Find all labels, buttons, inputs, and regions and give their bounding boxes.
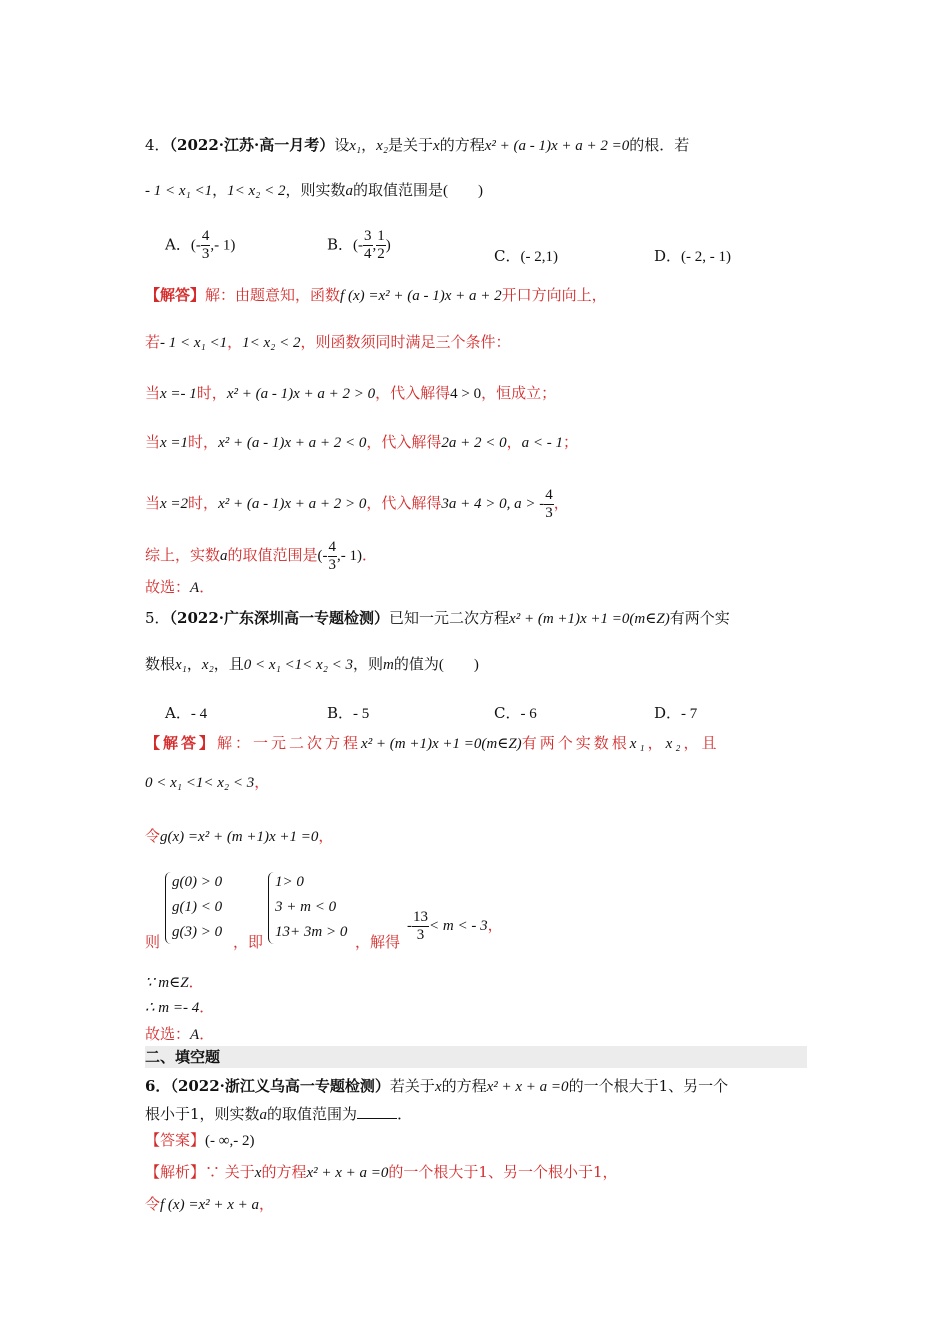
text: 的一个根大于1、另一个 [568,1077,729,1095]
answer-4-line-3 [145,383,556,404]
text: ，则实数 [285,181,346,199]
answer-4-line-7 [145,577,214,598]
math: x =- 1 [160,386,197,402]
answer-tag: 【答案】 [145,1131,206,1149]
option-label: D． [654,247,682,265]
math-x2: x₂ [665,736,684,752]
math: - [407,918,412,934]
math-x: x [254,1165,262,1181]
section-header: 二、填空题 [145,1046,807,1068]
math-x: x [434,1079,442,1095]
option-b [327,702,369,723]
text: ． [199,1025,215,1043]
math: ,- 1) [210,237,236,254]
answer-5-line-7 [145,1024,214,1045]
text: 的取值范围是 [353,181,444,199]
math: x =1 [160,435,189,451]
text: ， [227,333,243,351]
text: ； [563,433,579,451]
inequality: 1> 0 [275,874,304,890]
option-d [654,245,731,266]
math: (- [353,237,364,254]
math-equation: f (x) =x² + (a - 1)x + a + 2 [340,288,502,304]
math-equation: f (x) =x² + x + a [160,1197,260,1213]
text: ， [186,655,202,673]
text: 的取值范围为 [267,1105,358,1123]
math-equation: x² + x + a =0 [306,1165,389,1181]
fraction-denominator: 4 [364,246,372,262]
text: ， [506,433,522,451]
answer-blank: ( ) [438,657,479,673]
option-c [494,245,558,266]
question-number: 4． [145,136,170,154]
text: ， [361,136,377,154]
option-label: D． [654,704,682,722]
text: 令 [145,827,161,845]
question-source: （2022·浙江义乌高一专题检测） [170,1077,390,1095]
math: < m < - 3 [429,918,488,934]
answer-5-then-label: 则 [145,933,161,951]
question-4-line-2 [145,180,483,201]
math-m: m [383,657,394,673]
text: ， [553,494,569,512]
option-label: B． [327,704,354,722]
math-x2: x₂ [376,138,389,154]
text: 若 [145,333,161,351]
text: ，代入解得 [366,433,442,451]
text: 开口方向向上， [501,286,607,304]
text: ，且 [213,655,244,673]
option-d [654,702,697,723]
answer-4-line-1 [145,285,607,306]
math-condition: 1< x₂ < 2 [227,183,286,199]
math: a < - 1 [521,435,564,451]
text: 的根．若 [629,136,690,154]
math: ,- 1) [337,548,363,564]
option-a [165,702,207,723]
text: ． [188,973,204,991]
text: 时， [188,494,219,512]
math-equation: x² + x + a =0 [486,1079,569,1095]
answer-4-line-5 [145,484,569,523]
math-x1: x₁ [175,657,187,673]
text: ． [199,578,215,596]
answer-tag: 【解答】 [145,734,218,752]
fraction-numerator: 1 [377,228,385,244]
option-c [494,702,537,723]
text: 根小于1，则实数 [145,1105,260,1123]
fraction-denominator: 3 [201,246,210,262]
answer-5-line-5 [145,972,204,993]
text: ， [647,734,666,752]
math-equation: x² + (m +1)x +1 =0(m∈Z) [361,736,522,752]
answer-4-line-6 [145,536,377,575]
answer-5-line-6 [145,997,214,1018]
text: ∵ 关于 [205,1163,255,1181]
text: 的一个根大于1、另一个根小于1， [388,1163,618,1181]
answer-5-line-3 [145,826,333,847]
math: (- [190,237,201,254]
text: 若关于 [389,1077,435,1095]
text: 当 [145,384,161,402]
math-condition: 1< x₂ < 2 [242,335,301,351]
option-a [165,228,235,263]
text: 故选： [145,1025,191,1043]
text: ， [318,827,334,845]
option-label: B． [327,235,354,254]
math: - 5 [353,706,370,722]
option-label: C． [494,704,521,722]
question-source: （2022·江苏·高一月考） [169,136,335,154]
inequality: 3 + m < 0 [275,899,337,915]
text: 当 [145,494,161,512]
left-brace [268,872,275,944]
math-a: a [345,183,354,199]
math: x =2 [160,496,189,512]
text: ，恒成立； [481,384,557,402]
math: A [190,1027,200,1043]
question-4-line-1 [145,135,689,156]
text: 有两个实数根 [521,734,630,752]
text: 是关于 [388,136,434,154]
math: ) [385,237,391,254]
inequality-system-1 [172,870,222,945]
math-x2: x₂ [201,657,214,673]
answer-blank: ( ) [443,183,484,199]
text: 解：由题意知，函数 [205,286,341,304]
math: A [190,580,200,596]
math-x1: x₁ [349,138,362,154]
fraction-numerator: 4 [201,228,210,244]
inequality: g(0) > 0 [172,874,223,890]
text: ． [397,1105,413,1123]
text: 的取值范围是 [227,546,318,564]
option-b [327,228,391,263]
question-6-answer [145,1130,254,1151]
text: ，代入解得 [366,494,442,512]
math-condition: - 1 < x₁ <1 [145,183,213,199]
text: 故选： [145,578,191,596]
answer-5-line-2 [145,772,269,793]
fraction-numerator: 3 [364,228,372,244]
question-6-line-2 [145,1104,412,1125]
fraction-numerator: 4 [328,538,337,555]
math-a: a [220,548,228,564]
math: 4 > 0 [450,386,482,402]
math: - 6 [520,706,537,722]
math: (- 2,1) [520,249,558,265]
inequality: g(1) < 0 [172,899,223,915]
math: 3a + 4 > 0, a > - [441,496,545,512]
math-condition: 0 < x₁ <1< x₂ < 3 [145,775,255,791]
math: (- 2, - 1) [681,249,732,265]
fraction-numerator: 13 [413,908,428,925]
analysis-tag: 【解析】 [145,1163,206,1181]
text: ， [212,181,228,199]
text: ，则 [353,655,384,673]
math-equation: g(x) =x² + (m +1)x +1 =0 [160,829,319,845]
text: 有两个实 [669,609,730,627]
answer-4-line-4 [145,432,578,453]
question-number: 5． [145,609,170,627]
text: 综上，实数 [145,546,221,564]
fraction-denominator: 3 [545,504,553,521]
question-5-line-2 [145,654,479,675]
answer-5-line-1 [145,733,719,754]
text: 令 [145,1195,161,1213]
math: (- [317,548,328,564]
text: 的值为 [393,655,439,673]
answer-blank [357,1104,397,1119]
option-label: C． [494,247,521,265]
math-x1: x₁ [629,736,648,752]
math: (- ∞,- 2) [205,1133,255,1149]
text: ，即 [233,933,264,951]
text: 时， [188,433,219,451]
math-x: x [433,138,440,154]
math-equation: x² + (a - 1)x + a + 2 > 0 [218,496,367,512]
inequality: g(3) > 0 [172,924,223,940]
text: 数根 [145,655,176,673]
math-condition: - 1 < x₁ <1 [160,335,228,351]
fraction-denominator: 2 [377,246,385,262]
answer-4-line-2 [145,332,511,353]
text: 解：一元二次方程 [217,734,362,752]
inequality-system-2 [275,870,347,945]
math: 2a + 2 < 0 [441,435,507,451]
math-equation: x² + (m +1)x +1 =0(m∈Z) [509,611,670,627]
text: ，代入解得 [375,384,451,402]
inequality: 13+ 3m > 0 [275,924,348,940]
text: ，解得 [355,933,401,951]
text: 的方程 [439,136,485,154]
text: ，且 [683,734,720,752]
question-6-analysis [145,1162,618,1183]
fraction-denominator: 3 [328,556,337,573]
text: ． [362,546,378,564]
math: , [372,237,377,254]
question-source: （2022·广东深圳高一专题检测） [169,609,390,627]
math: ∵ m∈Z [145,975,189,991]
text: 设 [334,136,350,154]
option-label: A． [165,235,191,254]
text: 已知一元二次方程 [389,609,510,627]
math-equation: x² + (a - 1)x + a + 2 > 0 [226,386,376,402]
fraction-denominator: 3 [416,926,425,943]
option-label: A． [165,704,191,722]
answer-5-result [407,905,503,946]
text: 时， [196,384,227,402]
math: - 4 [190,706,208,722]
question-6-analysis-line-2 [145,1194,274,1215]
question-6-line-1 [145,1076,728,1097]
left-brace [165,872,172,944]
text: 的方程 [261,1163,307,1181]
math-equation: x² + (a - 1)x + a + 2 < 0 [218,435,367,451]
text: 当 [145,433,161,451]
answer-tag: 【解答】 [145,286,206,304]
text: ． [199,998,215,1016]
math: ∴ m =- 4 [145,1000,200,1016]
math-a: a [259,1107,268,1123]
question-number: 6． [145,1077,171,1095]
math-condition: 0 < x₁ <1< x₂ < 3 [243,657,354,673]
text: 的方程 [441,1077,487,1095]
question-5-line-1 [145,608,730,629]
text: ， [259,1195,275,1213]
math-equation: x² + (a - 1)x + a + 2 =0 [484,138,630,154]
text: ， [254,773,270,791]
math: - 7 [681,706,698,722]
text: ， [487,916,503,934]
text: ，则函数须同时满足三个条件： [300,333,511,351]
fraction-numerator: 4 [545,486,553,503]
